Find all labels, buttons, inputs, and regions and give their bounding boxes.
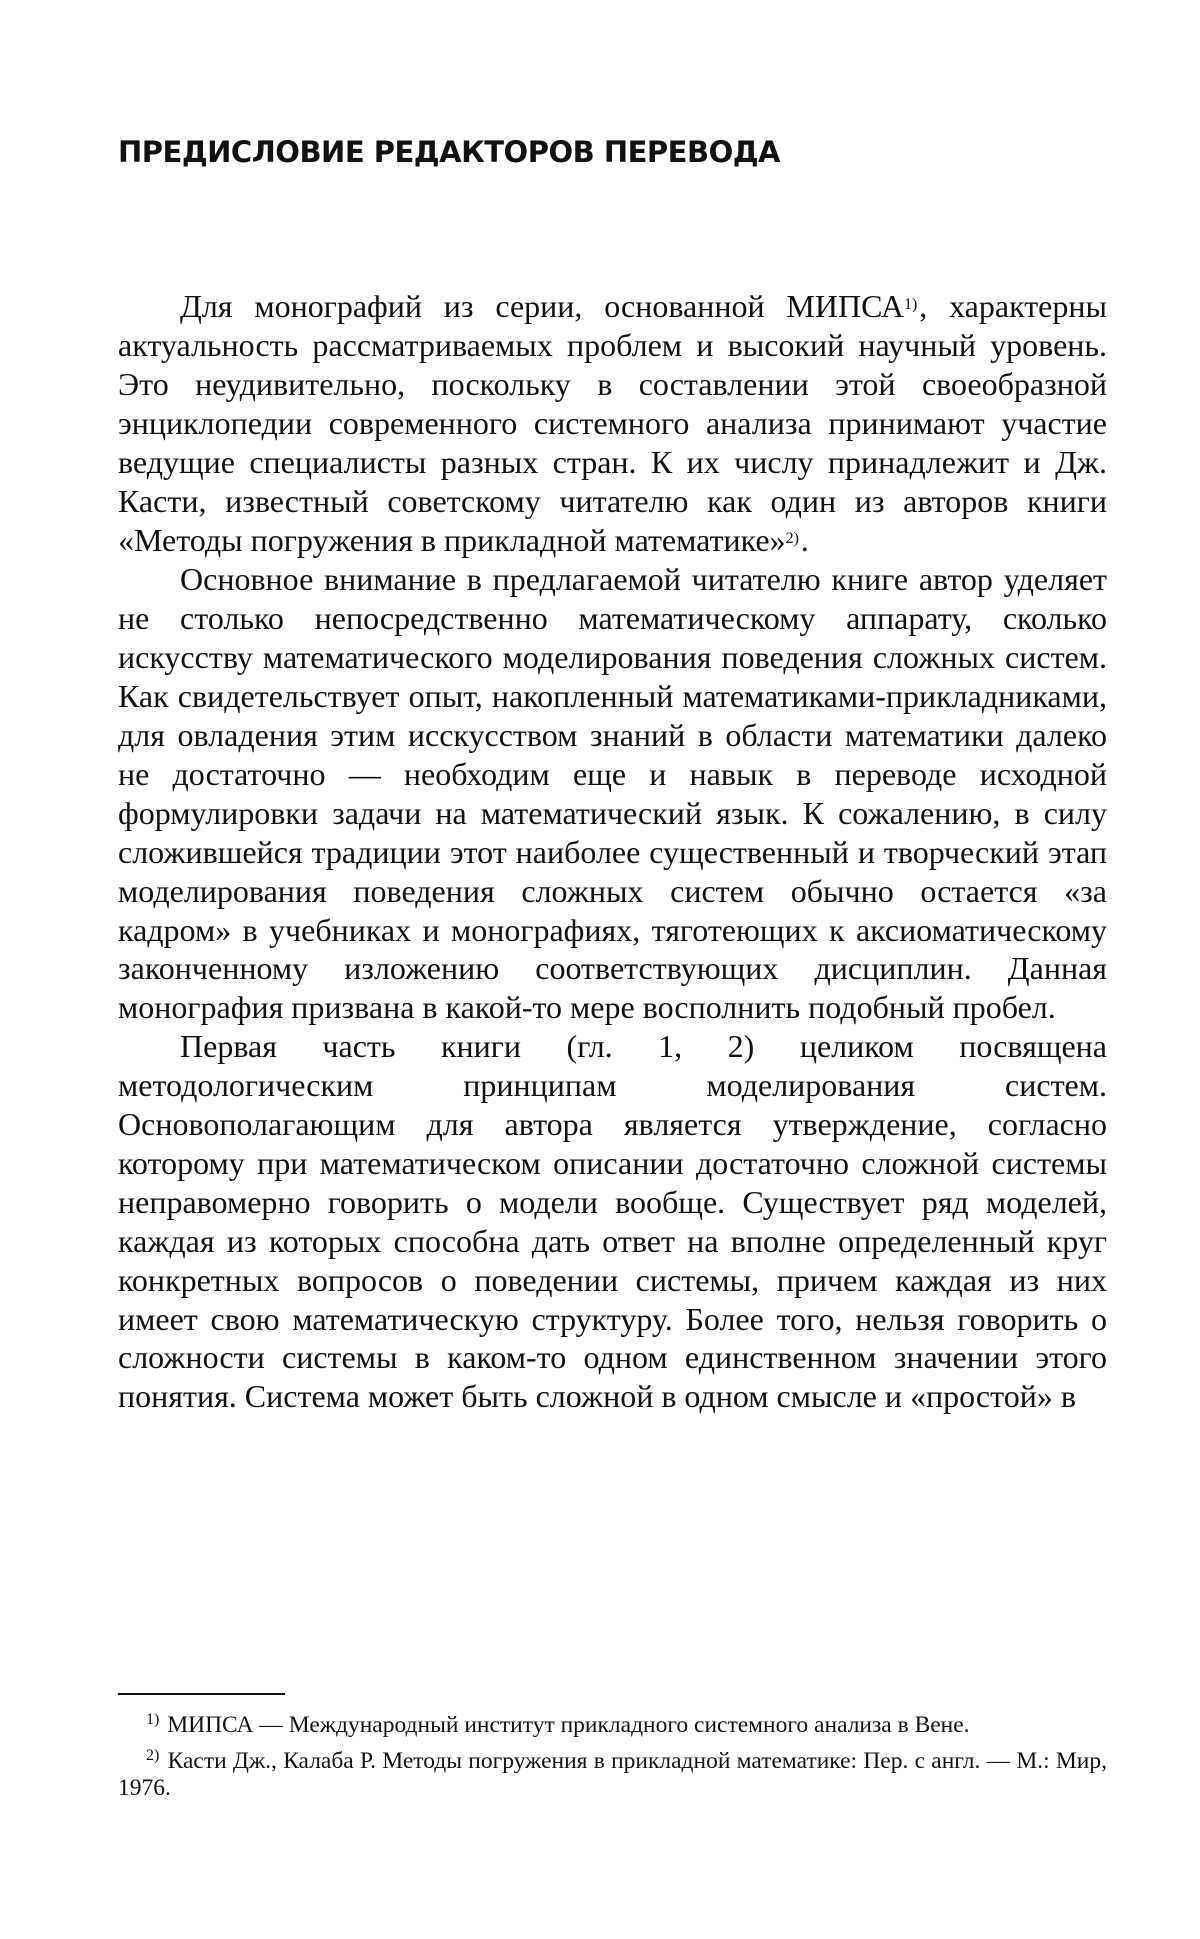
footnote-2	[118, 1742, 1107, 1802]
paragraph-1-text-b: , характерны актуальность рассматриваемых проблем и высокий научный уровень. Это неудивительно, поскольку в составлении этой своеобразной энциклопедии современного системного анализа принимают участие ведущие специалисты разных стран. К их числу принадлежит и Дж. Касти, известный советскому читателю как один из авторов книги «Методы погружения в прикладной математике»	[118, 288, 1108, 559]
footnote-1-text: МИПСА — Международный институт прикладного системного анализа в Вене.	[167, 1712, 970, 1738]
footnote-ref-2: 2)	[785, 530, 799, 548]
paragraph-3: Первая часть книги (гл. 1, 2) целиком посвящена методологическим принципам моделирования систем. Основополагающим для автора является утверждение, согласно которому при математическом описании достаточно сложной системы неправомерно говорить о модели вообще. Существует ряд моделей, каждая из которых способна дать ответ на вполне определенный круг конкретных вопросов о поведении системы, причем каждая из них имеет свою математическую структуру. Более того, нельзя говорить о сложности системы в каком-то одном единственном значении этого понятия. Система может быть сложной в одном смысле и «простой» в	[118, 1028, 1107, 1415]
footnote-2-text: Касти Дж., Калаба Р. Методы погружения в прикладной математике: Пер. с англ. — М.: Мир, 1976.	[118, 1748, 1108, 1801]
footnotes	[118, 1706, 1107, 1802]
footnote-1-mark: 1)	[146, 1711, 160, 1728]
paragraph-1-text-a: Для монографий из серии, основанной МИПСА	[180, 288, 904, 324]
footnote-ref-1: 1)	[903, 296, 918, 313]
footnote-divider	[118, 1693, 285, 1695]
paragraph-1-text-c: .	[800, 522, 809, 559]
footnote-2-mark: 2)	[146, 1747, 160, 1764]
page-heading: ПРЕДИСЛОВИЕ РЕДАКТОРОВ ПЕРЕВОДА	[118, 135, 780, 169]
main-text	[118, 286, 1107, 1416]
footnote-1	[118, 1706, 1107, 1739]
paragraph-2: Основное внимание в предлагаемой читателю книге автор уделяет не столько непосредственно математическому аппарату, сколько искусству математического моделирования поведения сложных систем. Как свидетельствует опыт, накопленный математиками-прикладниками, для овладения этим исскусством знаний в области математики далеко не достаточно — необходим еще и навык в переводе исходной формулировки задачи на математический язык. К сожалению, в силу сложившейся традиции этот наиболее существенный и творческий этап моделирования поведения сложных систем обычно остается «за кадром» в учебниках и монографиях, тяготеющих к аксиоматическому законченному изложению соответствующих дисциплин. Данная монография призвана в какой-то мере восполнить подобный пробел.	[118, 561, 1107, 1026]
paragraph-1	[118, 286, 1107, 560]
